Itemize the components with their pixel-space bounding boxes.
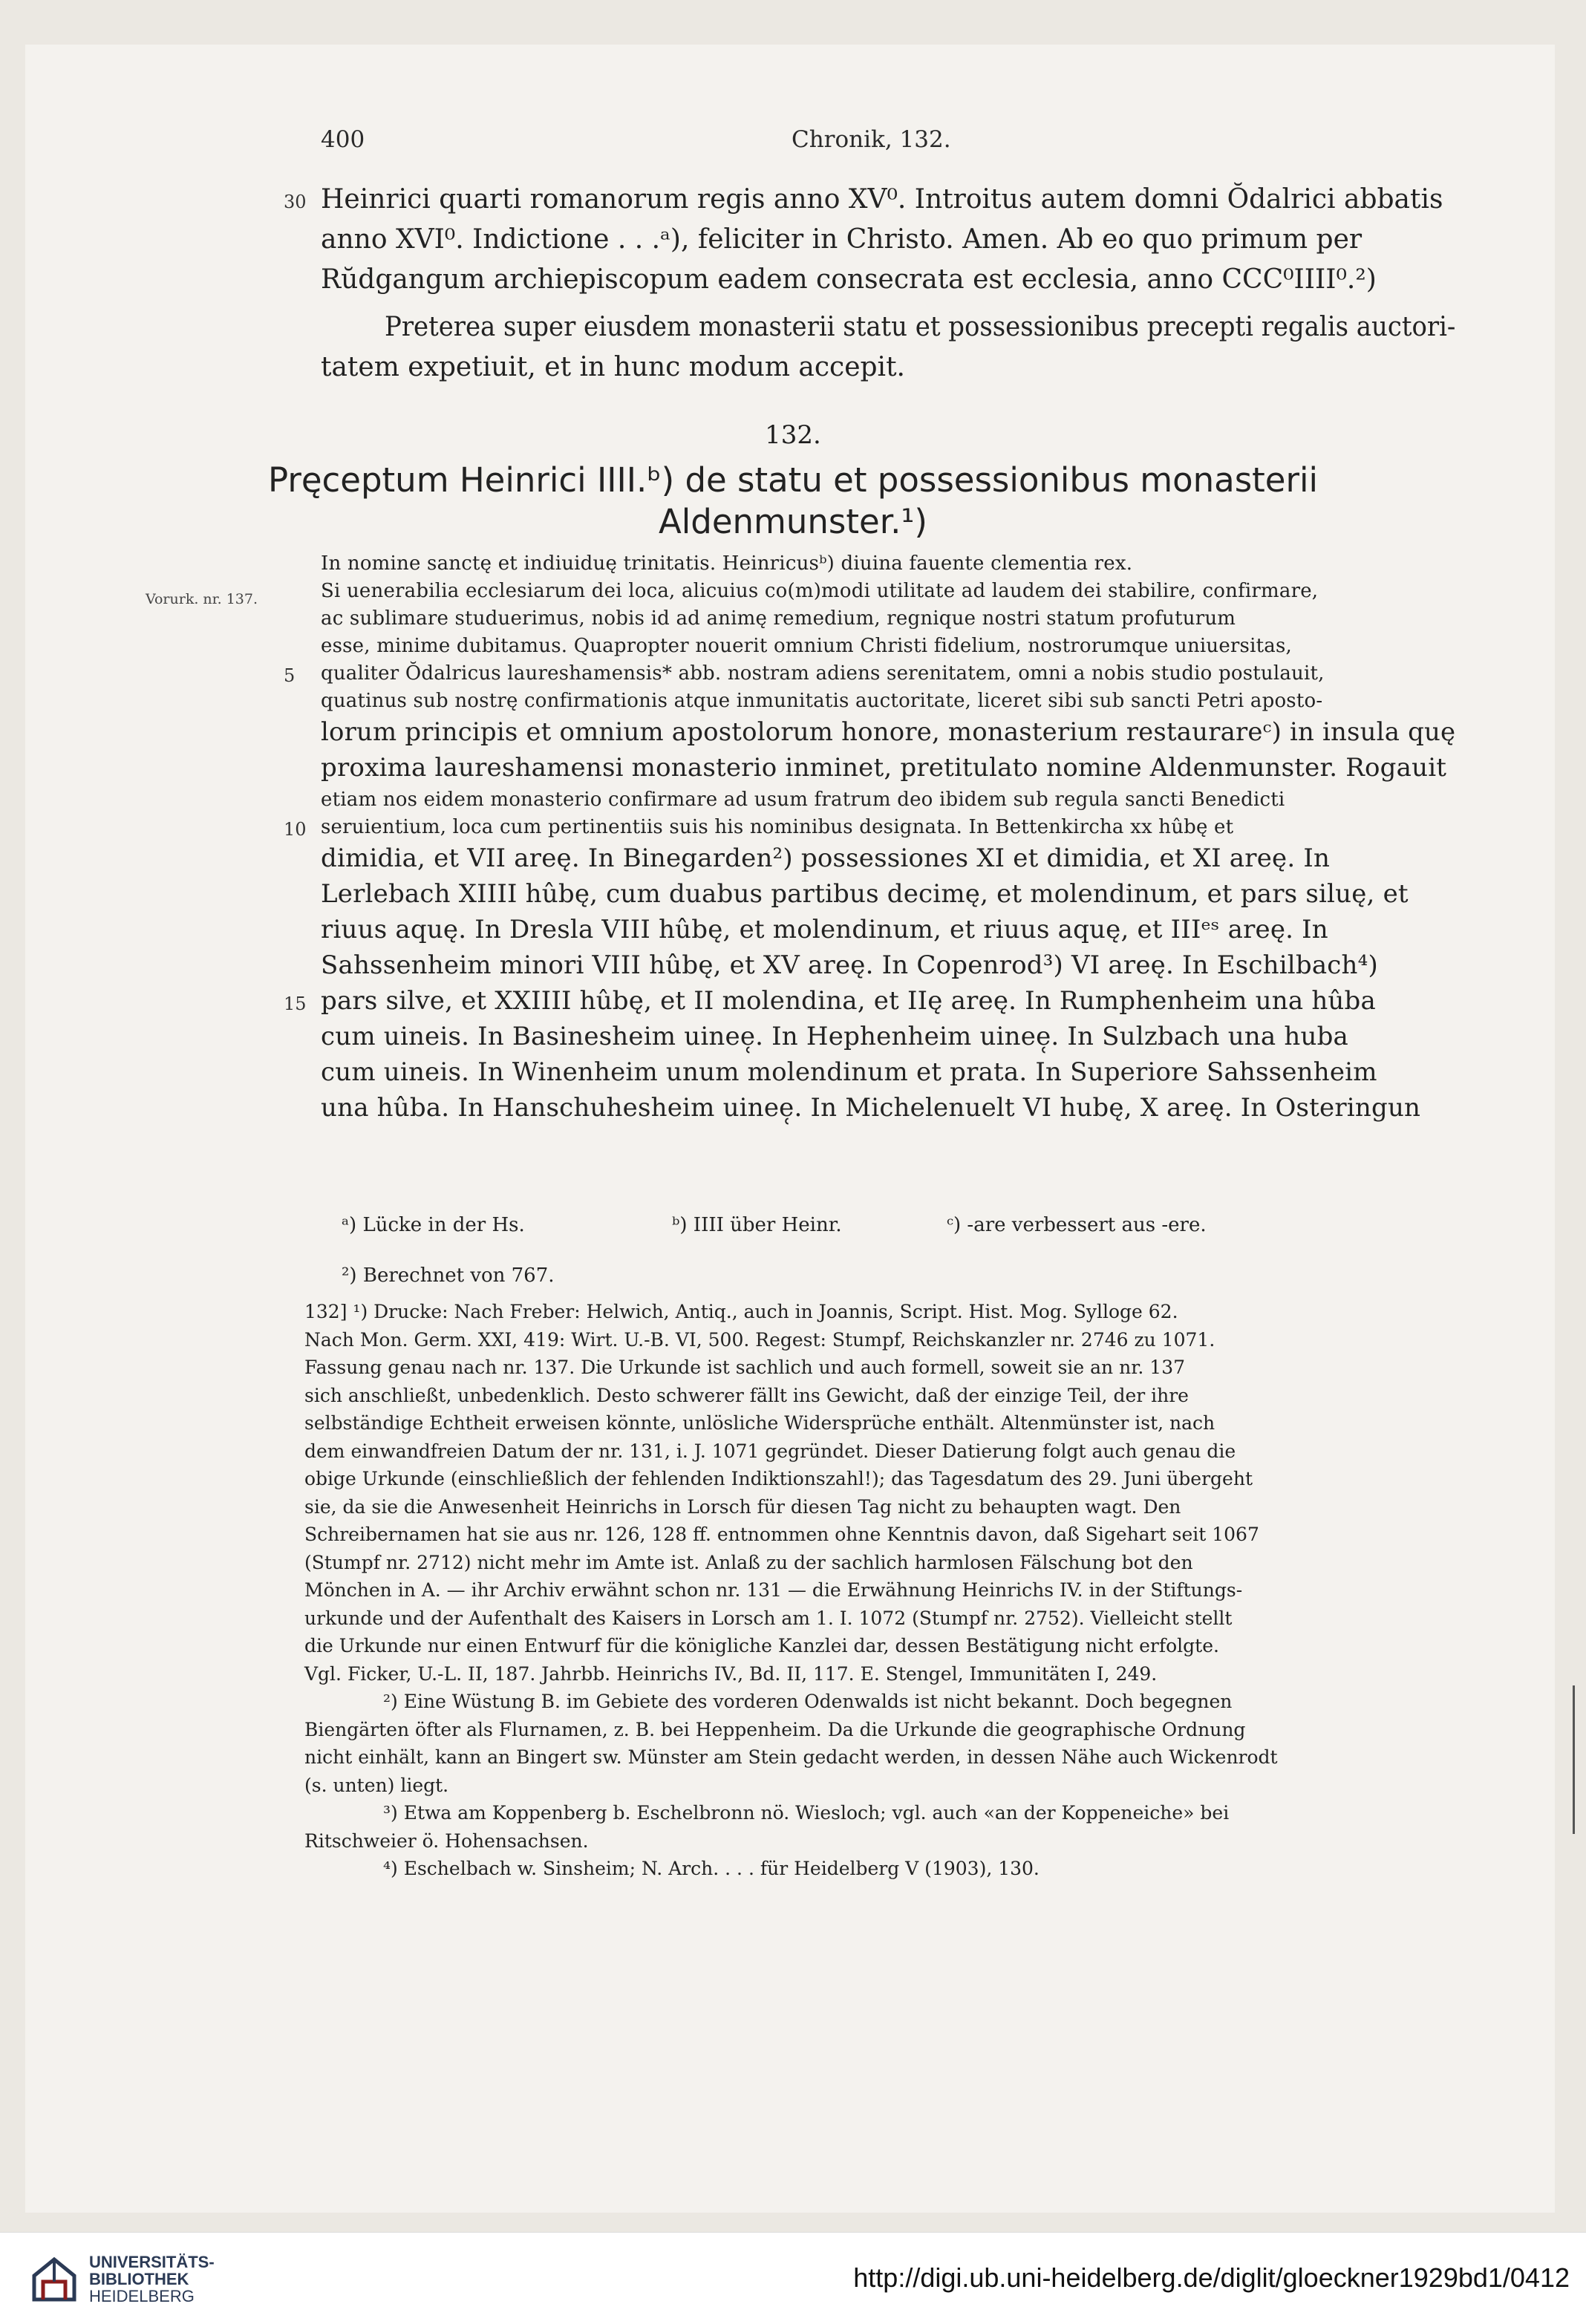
- charter-line: ac sublimare studuerimus, nobis id ad animę remedium, regnique nostri statum profuturum: [321, 607, 1236, 630]
- footnote-line: Fassung genau nach nr. 137. Die Urkunde ist sachlich und auch formell, soweit sie an nr. 137: [304, 1357, 1186, 1378]
- charter-line: esse, minime dubitamus. Quapropter nouerit omnium Christi fidelium, nostrorumque uniuersitas,: [321, 635, 1292, 657]
- apparatus-note-c: ᶜ) -are verbessert aus -ere.: [947, 1214, 1207, 1236]
- charter-line: proxima laureshamensi monasterio inminet, pretitulato nomine Aldenmunster. Rogauit: [321, 753, 1447, 783]
- footnote-line: urkunde und der Aufenthalt des Kaisers in Lorsch am 1. I. 1072 (Stumpf nr. 2752). Vielleicht stellt: [304, 1607, 1233, 1629]
- document-title: Pręceptum Heinrici IIII.ᵇ) de statu et possessionibus monasterii: [268, 460, 1318, 500]
- apparatus-note-2: ²) Berechnet von 767.: [342, 1264, 555, 1287]
- charter-line: qualiter Ŏdalricus laureshamensis* abb. nostram adiens serenitatem, omni a nobis studio postulauit,: [321, 662, 1325, 685]
- footnote-line: nicht einhält, kann an Bingert sw. Münster am Stein gedacht werden, in dessen Nähe auch Wickenrodt: [304, 1746, 1278, 1768]
- viewer-footer: [0, 2232, 1586, 2324]
- running-title: Chronik, 132.: [792, 126, 951, 153]
- university-library-logo-icon: [28, 2253, 80, 2305]
- footnote-line: obige Urkunde (einschließlich der fehlenden Indiktionszahl!); das Tagesdatum des 29. Juni übergeht: [304, 1468, 1253, 1489]
- footnote-line: dem einwandfreien Datum der nr. 131, i. J. 1071 gegründet. Dieser Datierung folgt auch genau die: [304, 1440, 1236, 1462]
- footnote-line: Ritschweier ö. Hohensachsen.: [304, 1830, 589, 1852]
- footnote-line: 132] ¹) Drucke: Nach Freber: Helwich, Antiq., auch in Joannis, Script. Hist. Mog. Sylloge 62.: [304, 1301, 1178, 1322]
- library-name-line-3: HEIDELBERG: [89, 2287, 195, 2305]
- charter-line: quatinus sub nostrę confirmationis atque inmunitatis auctoritate, liceret sibi sub sancti Petri aposto-: [321, 690, 1323, 712]
- charter-line: cum uineis. In Winenheim unum molendinum et prata. In Superiore Sahssenheim: [321, 1057, 1377, 1087]
- footnote-line: Nach Mon. Germ. XXI, 419: Wirt. U.-B. VI, 500. Regest: Stumpf, Reichskanzler nr. 2746 zu 1071.: [304, 1328, 1215, 1351]
- line-number: 10: [284, 819, 307, 840]
- page-number: 400: [321, 126, 365, 153]
- footnote-line: (Stumpf nr. 2712) nicht mehr im Amte ist. Anlaß zu der sachlich harmlosen Fälschung bot den: [304, 1551, 1193, 1573]
- charter-line: lorum principis et omnium apostolorum honore, monasterium restaurareᶜ) in insula quę: [321, 717, 1456, 747]
- intro-paragraph-line-1: Preterea super eiusdem monasterii statu et possessionibus precepti regalis auctori-: [385, 312, 1456, 342]
- footnote-line: die Urkunde nur einen Entwurf für die königliche Kanzlei dar, dessen Bestätigung nicht erfolgte.: [304, 1635, 1219, 1656]
- footnote-line: sie, da sie die Anwesenheit Heinrichs in Lorsch für diesen Tag nicht zu behaupten wagt. Den: [304, 1495, 1181, 1518]
- line-number: 5: [284, 665, 296, 686]
- library-name-line-1: UNIVERSITÄTS-: [89, 2253, 215, 2271]
- footnote-line: ²) Eine Wüstung B. im Gebiete des vorderen Odenwalds ist nicht bekannt. Doch begegnen: [383, 1691, 1233, 1712]
- footnote-line: ⁴) Eschelbach w. Sinsheim; N. Arch. . . . für Heidelberg V (1903), 130.: [383, 1858, 1040, 1879]
- scan-artifact: [1573, 1685, 1575, 1834]
- footnote-line: selbständige Echtheit erweisen könnte, unlösliche Widersprüche enthält. Altenmünster ist, nach: [304, 1412, 1215, 1434]
- footnote-line: Biengärten öfter als Flurnamen, z. B. bei Heppenheim. Da die Urkunde die geographische Ordnung: [304, 1718, 1246, 1740]
- charter-line: una hûba. In Hanschuhesheim uinee̜. In Michelenuelt VI hubę, X areę. In Osteringun: [321, 1093, 1421, 1123]
- charter-line: In nomine sanctę et indiuiduę trinitatis. Heinricusᵇ) diuina fauente clementia rex.: [321, 552, 1133, 575]
- document-title-continued: Aldenmunster.¹): [659, 502, 927, 541]
- line-number: 15: [284, 993, 307, 1014]
- charter-line: Sahssenheim minori VIII hûbę, et XV areę. In Copenrod³) VI areę. In Eschilbach⁴): [321, 950, 1378, 980]
- library-name-line-2: BIBLIOTHEK: [89, 2270, 189, 2288]
- apparatus-note-b: ᵇ) IIII über Heinr.: [672, 1214, 842, 1236]
- apparatus-note-a: ᵃ) Lücke in der Hs.: [342, 1214, 525, 1236]
- margin-note: Vorurk. nr. 137.: [146, 591, 258, 607]
- charter-line: pars silve, et XXIIII hûbę, et II molendina, et IIę areę. In Rumphenheim una hûba: [321, 986, 1376, 1016]
- line-number: 30: [284, 192, 307, 212]
- charter-line: seruientium, loca cum pertinentiis suis his nominibus designata. In Bettenkircha xx hûbę et: [321, 816, 1234, 838]
- charter-line: dimidia, et VII areę. In Binegarden²) possessiones XI et dimidia, et XI areę. In: [321, 843, 1331, 873]
- charter-line: riuus aquę. In Dresla VIII hûbę, et molendinum, et riuus aquę, et IIIᵉˢ areę. In: [321, 915, 1328, 944]
- charter-line: Lerlebach XIIII hûbę, cum duabus partibus decimę, et molendinum, et pars siluę, et: [321, 879, 1409, 909]
- footnote-line: ³) Etwa am Koppenberg b. Eschelbronn nö. Wiesloch; vgl. auch «an der Koppeneiche» bei: [383, 1802, 1230, 1824]
- intro-line: anno XVI⁰. Indictione . . .ᵃ), feliciter in Christo. Amen. Ab eo quo primum per: [321, 224, 1363, 255]
- intro-line: Rŭdgangum archiepiscopum eadem consecrata est ecclesia, anno CCC⁰IIII⁰.²): [321, 264, 1377, 295]
- charter-line: etiam nos eidem monasterio confirmare ad usum fratrum deo ibidem sub regula sancti Benedicti: [321, 789, 1285, 811]
- footnote-line: Mönchen in A. — ihr Archiv erwähnt schon nr. 131 — die Erwähnung Heinrichs IV. in der Stiftungs-: [304, 1579, 1243, 1601]
- footnote-line: Schreibernamen hat sie aus nr. 126, 128 ff. entnommen ohne Kenntnis davon, daß Sigehart seit 1067: [304, 1524, 1259, 1545]
- charter-line: cum uineis. In Basinesheim uinee̜. In Hephenheim uinee̜. In Sulzbach una huba: [321, 1022, 1349, 1051]
- charter-line: Si uenerabilia ecclesiarum dei loca, alicuius co(m)modi utilitate ad laudem dei stabilire, confirmare,: [321, 580, 1319, 602]
- permalink-url[interactable]: http://digi.ub.uni-heidelberg.de/diglit/gloeckner1929bd1/0412: [853, 2262, 1570, 2293]
- footnote-line: Vgl. Ficker, U.-L. II, 187. Jahrbb. Heinrichs IV., Bd. II, 117. E. Stengel, Immunitäten I, 249.: [304, 1662, 1158, 1685]
- intro-paragraph-line-2: tatem expetiuit, et in hunc modum accepit.: [321, 352, 905, 382]
- document-number: 132.: [765, 420, 821, 450]
- footnote-line: sich anschließt, unbedenklich. Desto schwerer fällt ins Gewicht, daß der einzige Teil, der ihre: [304, 1384, 1189, 1406]
- intro-line: Heinrici quarti romanorum regis anno XV⁰. Introitus autem domni Ŏdalrici abbatis: [321, 184, 1443, 215]
- footnote-line: (s. unten) liegt.: [304, 1774, 449, 1796]
